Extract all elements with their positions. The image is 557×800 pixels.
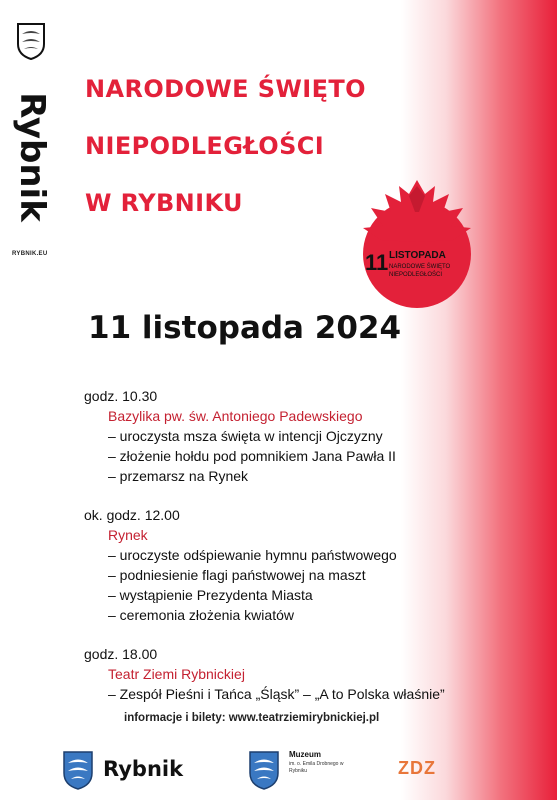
program-item: – uroczysta msza święta w intencji Ojczyzny [108, 428, 383, 444]
program-item: – podniesienie flagi państwowej na maszt [108, 567, 366, 583]
sponsor-footer [0, 744, 557, 794]
program-time: ok. godz. 12.00 [84, 507, 180, 523]
emblem-number: 11 [365, 250, 389, 275]
independence-day-emblem [357, 172, 477, 310]
program-item: – uroczyste odśpiewanie hymnu państwowego [108, 547, 397, 563]
zdz-logo-icon: ZDZ [398, 758, 436, 778]
event-program [84, 386, 445, 747]
emblem-subtitle: NARODOWE ŚWIĘTO NIEPODLEGŁOŚCI [389, 264, 451, 278]
program-item: – wystąpienie Prezydenta Miasta [108, 587, 313, 603]
title-line-1: NARODOWE ŚWIĘTO [85, 75, 366, 103]
title-line-3: W RYBNIKU [85, 189, 243, 217]
program-venue: Rynek [108, 527, 148, 543]
tickets-info: informacje i bilety: www.teatrziemirybnickiej.pl [124, 712, 380, 724]
rybnik-crest-icon [62, 750, 94, 790]
museum-crest-icon [248, 750, 280, 790]
program-block-mass [84, 386, 445, 486]
program-block-square [84, 505, 445, 625]
footer-rybnik-logo: Rybnik [103, 757, 184, 781]
program-item: – Zespół Pieśni i Tańca „Śląsk” – „A to Polska właśnie” [108, 686, 445, 702]
side-brand-url: RYBNIK.EU [12, 251, 48, 257]
rybnik-crest-icon [16, 22, 46, 60]
program-block-theatre [84, 644, 445, 728]
program-time: godz. 18.00 [84, 646, 158, 662]
footer-museum-logo: Muzeum [289, 750, 321, 759]
polish-eagle-icon [357, 172, 477, 310]
program-item: – ceremonia złożenia kwiatów [108, 607, 294, 623]
footer-museum-subtitle: im. o. Emila Drobnego w Rybniku [289, 761, 344, 774]
side-brand-name: Rybnik [12, 92, 52, 222]
event-date: 11 listopada 2024 [88, 310, 402, 346]
program-time: godz. 10.30 [84, 388, 158, 404]
program-venue: Bazylika pw. św. Antoniego Padewskiego [108, 408, 363, 424]
program-item: – przemarsz na Rynek [108, 468, 249, 484]
program-item: – złożenie hołdu pod pomnikiem Jana Pawła II [108, 448, 396, 464]
program-venue: Teatr Ziemi Rybnickiej [108, 666, 245, 682]
title-line-2: NIEPODLEGŁOŚCI [85, 132, 325, 160]
poster-title [85, 72, 366, 243]
emblem-month: LISTOPADA [389, 250, 446, 261]
